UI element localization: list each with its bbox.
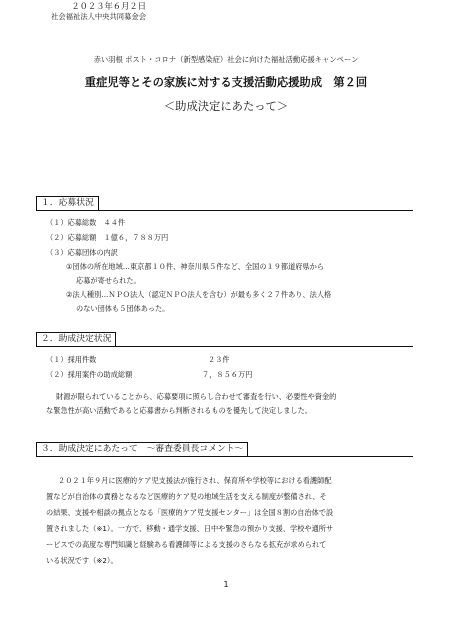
decision-paragraph-line: 財源が限られていることから、応募要項に照らし合わせて審査を行い、必要性や資金的 <box>56 392 337 401</box>
application-count: （１）応募総数 ４４件 <box>46 218 126 227</box>
section-2-heading: ２．助成決定状況 <box>36 332 116 346</box>
section-1-heading: １．応募状況 <box>36 196 99 210</box>
section-3-header <box>36 442 413 457</box>
application-amount: （２）応募総額 １億６，７８８万円 <box>46 233 169 242</box>
comment-paragraph-line: いる状況です（※2）。 <box>46 556 118 565</box>
breakdown-corporate-type-cont: のない団体も５団体あった。 <box>76 304 170 313</box>
page-number: 1 <box>223 580 229 589</box>
decision-paragraph-line: な緊急性が高い活動であると応募書から判断されるものを優先して決定しました。 <box>46 406 312 415</box>
page-title: 重症児等とその家族に対する支援活動応援助成 第２回 <box>84 76 368 89</box>
section-1-header <box>36 196 413 211</box>
breakdown-corporate-type: ②法人種別…ＮＰＯ法人（認定ＮＰＯ法人を含む）が最も多く２７件あり、法人格 <box>66 290 332 299</box>
campaign-subtitle: 赤い羽根 ポスト・コロナ（新型感染症）社会に向けた福祉活動応援キャンペーン <box>93 55 359 64</box>
adopted-amount-value: ７，８５６万円 <box>202 370 253 379</box>
document-date: ２０２３年６月２日 <box>71 1 146 11</box>
applicant-breakdown-label: （３）応募団体の内訳 <box>46 248 118 257</box>
comment-paragraph-line: ２０２１年９月に医療的ケア児支援法が施行され、保育所や学校等における看護師配 <box>58 476 332 485</box>
page-subheading: ＜助成決定にあたって＞ <box>163 100 289 113</box>
comment-paragraph-line: 置などが自治体の責務となるなど医療的ケア児の地域生活を支える制度が整備され、そ <box>46 492 327 501</box>
section-2-header <box>36 332 413 347</box>
adopted-count-value: ２３件 <box>208 355 230 364</box>
breakdown-region-cont: 応募が寄せられた。 <box>76 276 141 285</box>
comment-paragraph-line: ービスでの高度な専門知識と経験ある看護師等による支援のさらなる拡充が求められて <box>46 540 327 549</box>
adopted-amount-label: （２）採用案件の助成総額 <box>46 370 133 379</box>
comment-paragraph-line: 置されました（※1）。一方で、移動・通学支援、日中や緊急の預かり支援、学校や通所サ <box>46 524 334 533</box>
section-3-heading: ３．助成決定にあたって ～審査委員長コメント～ <box>36 442 248 456</box>
comment-paragraph-line: の結果、支援や相談の拠点となる「医療的ケア児支援センター」は全国８割の自治体で設 <box>46 508 334 517</box>
adopted-count-label: （１）採用件数 <box>46 355 97 364</box>
breakdown-region: ①団体の所在地域…東京都１０件、神奈川県５件など、全国の１９都道府県から <box>66 262 325 271</box>
organization-name: 社会福祉法人中央共同募金会 <box>51 12 146 21</box>
